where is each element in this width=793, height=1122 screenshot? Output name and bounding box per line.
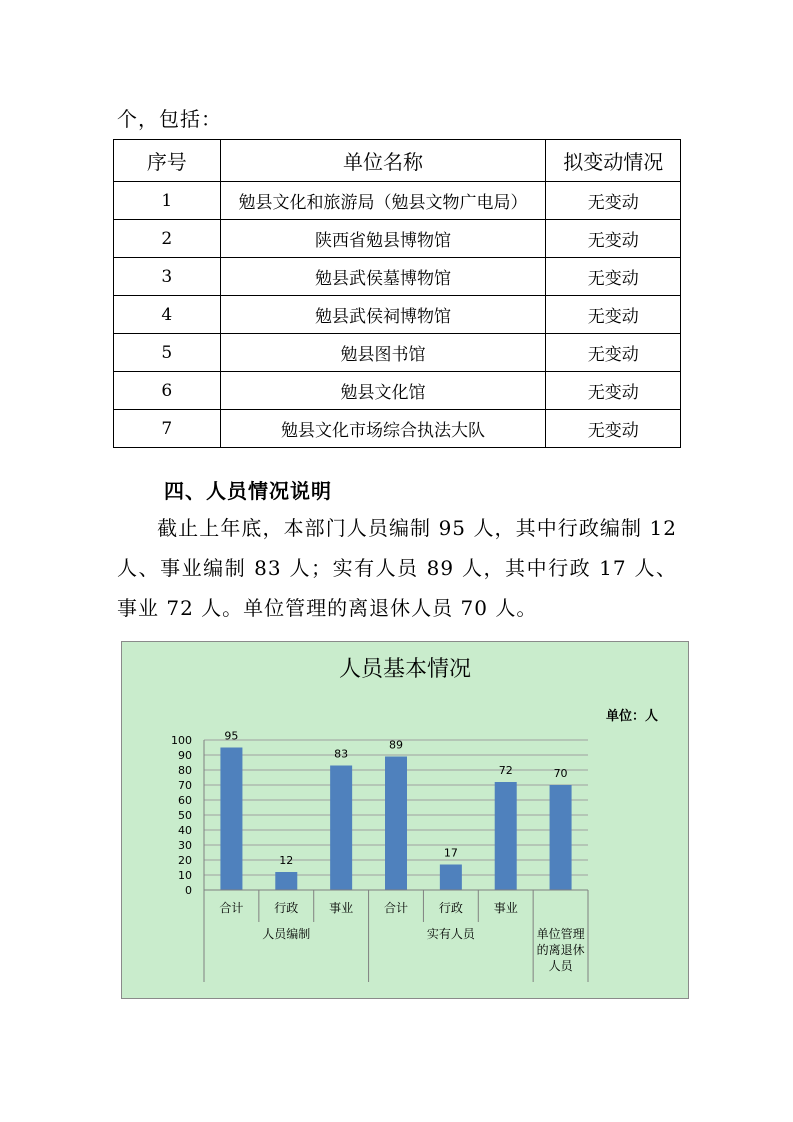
x-group-label: 实有人员 [426,927,475,941]
row-change: 无变动 [546,258,681,296]
staff-paragraph [117,508,677,628]
y-tick-label: 80 [178,764,192,777]
section-heading: 四、人员情况说明 [164,479,332,503]
y-tick-label: 90 [178,749,192,762]
bar [550,785,572,890]
table-header-row [114,140,681,182]
table-row [114,410,681,448]
table-row [114,258,681,296]
bar [495,782,517,890]
row-change: 无变动 [546,372,681,410]
row-no: 3 [114,258,221,296]
row-unit-name: 勉县武侯墓博物馆 [220,258,546,296]
data-label: 95 [224,729,239,743]
row-no: 5 [114,334,221,372]
row-unit-name: 勉县文化和旅游局（勉县文物广电局） [220,182,546,220]
table-row [114,296,681,334]
header-unit-name: 单位名称 [220,140,546,182]
x-group-label: 的离退休 [536,943,585,957]
row-change: 无变动 [546,296,681,334]
chart-unit-label: 单位：人 [605,709,658,724]
staff-chart [121,641,689,999]
row-change: 无变动 [546,182,681,220]
data-label: 72 [498,764,513,777]
x-category-label: 合计 [383,901,409,915]
y-tick-label: 10 [178,869,192,882]
data-label: 70 [553,767,568,780]
row-no: 1 [114,182,221,220]
y-tick-label: 30 [178,839,192,852]
y-tick-label: 0 [185,884,192,897]
row-no: 6 [114,372,221,410]
data-label: 89 [389,738,403,752]
header-no: 序号 [114,140,221,182]
x-group-label: 人员编制 [262,927,311,941]
bar [275,872,297,890]
bar [330,766,352,891]
row-change: 无变动 [546,410,681,448]
data-label: 17 [443,846,458,860]
table-row [114,372,681,410]
y-tick-label: 40 [178,824,192,837]
row-no: 7 [114,410,221,448]
chart-body [171,730,588,983]
x-category-label: 合计 [219,901,244,915]
row-unit-name: 勉县武侯祠博物馆 [220,296,546,334]
intro-text: 个，包括： [117,107,222,131]
chart-canvas [122,642,688,998]
paragraph-text: 截止上年底，本部门人员编制 95 人，其中行政编制 12 人、事业编制 83 人；实有人员 89 人，其中行政 17 人、事业 72 人。单位管理的离退休人员 70 人。 [117,516,677,620]
header-change: 拟变动情况 [546,140,681,182]
table-row [114,182,681,220]
data-label: 12 [279,854,294,867]
x-category-label: 事业 [493,901,518,915]
row-no: 2 [114,220,221,258]
row-unit-name: 勉县图书馆 [220,334,546,372]
row-unit-name: 勉县文化馆 [220,372,546,410]
row-change: 无变动 [546,334,681,372]
chart-title: 人员基本情况 [338,657,472,682]
x-category-label: 行政 [274,901,299,915]
y-tick-label: 70 [178,779,192,792]
x-category-label: 事业 [329,901,354,915]
x-category-label: 行政 [438,901,463,915]
table-row [114,334,681,372]
table-row [114,220,681,258]
y-tick-label: 60 [178,794,192,807]
bar [440,865,462,891]
row-unit-name: 陕西省勉县博物馆 [220,220,546,258]
units-table [113,139,681,448]
bar [385,757,407,891]
row-change: 无变动 [546,220,681,258]
row-unit-name: 勉县文化市场综合执法大队 [220,410,546,448]
bar [220,748,242,891]
y-tick-label: 50 [178,809,192,822]
x-group-label: 单位管理 [536,927,585,941]
row-no: 4 [114,296,221,334]
data-label: 83 [334,747,349,761]
y-tick-label: 100 [171,734,192,747]
x-group-label: 人员 [548,959,573,973]
y-tick-label: 20 [178,854,192,867]
